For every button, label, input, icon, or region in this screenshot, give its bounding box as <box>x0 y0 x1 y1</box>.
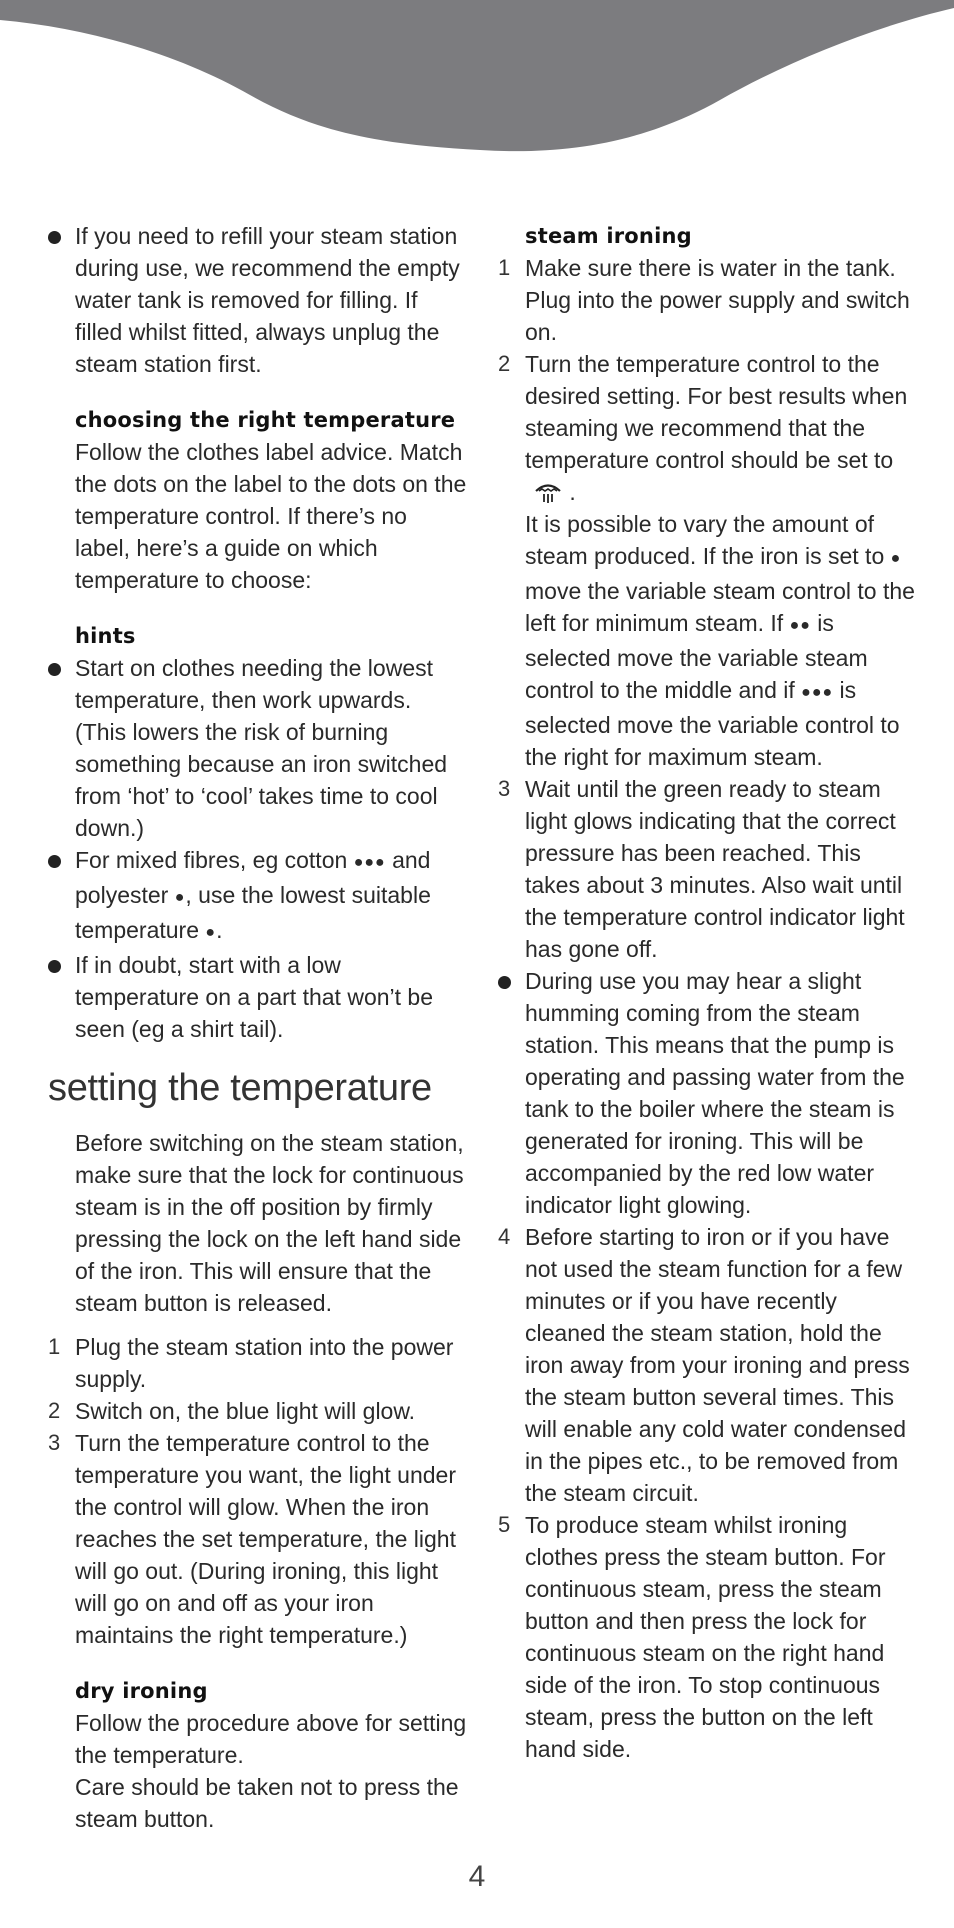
bullet-dot-icon <box>48 663 61 676</box>
step-text: Turn the temperature control to the temperature you want, the light under the control will glow. When the iron reaches the set temperature, the light will go out. (During ironing, this light will go on and off as your iron maintains the right temperature.) <box>75 1430 457 1648</box>
bullet-text: During use you may hear a slight humming coming from the steam station. This means that the pump is operating and passing water from the tank to the boiler where the steam is generated for ironing. This will be accompanied by the red low water indicator light glowing. <box>525 968 905 1218</box>
bullet-dot-icon <box>48 855 61 868</box>
temperature-dots: ● <box>205 924 217 941</box>
step-text: Switch on, the blue light will glow. <box>75 1398 416 1424</box>
hints-heading: hints <box>75 624 136 648</box>
dry-text: Follow the procedure above for setting the temperature. <box>75 1710 467 1768</box>
step-paragraph <box>525 508 918 773</box>
temperature-dots: ● <box>174 889 186 906</box>
hint-item <box>48 844 468 949</box>
step-text: Wait until the green ready to steam light glows indicating that the correct pressure has been reached. This takes about 3 minutes. Also wait until the temperature control indicator light has gone off. <box>525 776 905 962</box>
steam-symbol-icon <box>533 479 563 505</box>
bullet-dot-icon <box>48 960 61 973</box>
step-text-part: is selected move the variable steam control to the middle and if <box>525 610 868 703</box>
step-text: Before starting to iron or if you have not used the steam function for a few minutes or if you have recently cleaned the steam station, hold the iron away from your ironing and press the steam button several times. This will enable any cold water condensed in the pipes etc., to be removed from the steam circuit. <box>525 1224 910 1506</box>
step-text: Turn the temperature control to the desired setting. For best results when steaming we recommend that the temperature control should be set to <box>525 351 908 473</box>
step-number: 2 <box>498 351 511 376</box>
hint-text: If in doubt, start with a low temperature on a part that won’t be seen (eg a shirt tail). <box>75 952 433 1042</box>
choosing-heading: choosing the right temperature <box>75 408 456 432</box>
step-text-part: is selected move the variable control to the right for maximum steam. <box>525 677 900 770</box>
dry-heading: dry ironing <box>75 1679 208 1703</box>
bullet-dot-icon <box>48 231 61 244</box>
choosing-text: Follow the clothes label advice. Match the dots on the label to the dots on the temperature control. If there’s no label, here’s a guide on which temperature to choose: <box>75 439 467 593</box>
step-item <box>498 252 918 348</box>
dry-text: Care should be taken not to press the steam button. <box>75 1774 459 1832</box>
step-item <box>498 1221 918 1509</box>
step-item <box>48 1395 468 1427</box>
section-title: setting the temperature <box>48 1067 432 1109</box>
step-number: 3 <box>48 1430 61 1455</box>
step-number: 3 <box>498 776 511 801</box>
hint-item <box>48 652 468 844</box>
step-text-part: It is possible to vary the amount of steam produced. If the iron is set to <box>525 511 891 569</box>
step-item <box>48 1331 468 1395</box>
hint-text-part: and polyester <box>75 847 431 908</box>
left-column <box>48 220 468 1835</box>
hint-text-part: For mixed fibres, eg cotton <box>75 847 354 873</box>
bullet-dot-icon <box>498 976 511 989</box>
hint-text-part: . <box>216 917 223 943</box>
step-text: To produce steam whilst ironing clothes press the steam button. For continuous steam, press the steam button and then press the lock for continuous steam on the right hand side of the iron. To stop continuous steam, press the button on the left hand side. <box>525 1512 886 1762</box>
temperature-dots: ●●● <box>801 684 834 701</box>
temperature-dots: ●●● <box>353 854 386 871</box>
step-item <box>498 348 918 773</box>
page-number: 4 <box>468 1860 486 1893</box>
hint-text: Start on clothes needing the lowest temperature, then work upwards. (This lowers the risk of burning something because an iron switched from ‘hot’ to ‘cool’ takes time to cool down.) <box>75 655 448 841</box>
temperature-dots: ●● <box>789 617 811 634</box>
step-number: 4 <box>498 1224 511 1249</box>
step-number: 1 <box>498 255 511 280</box>
refill-text: If you need to refill your steam station during use, we recommend the empty water tank is removed for filling. If filled whilst fitted, always unplug the steam station first. <box>75 223 460 377</box>
step-item <box>498 773 918 965</box>
step-text: Make sure there is water in the tank. Plug into the power supply and switch on. <box>525 255 910 345</box>
step-text-part: move the variable steam control to the left for minimum steam. If <box>525 578 915 636</box>
step-number: 2 <box>48 1398 61 1423</box>
hint-item <box>48 949 468 1045</box>
step-number: 1 <box>48 1334 61 1359</box>
refill-bullet <box>48 220 468 380</box>
hint-text-part: , use the lowest suitable temperature <box>75 882 431 943</box>
steam-heading: steam ironing <box>525 224 692 248</box>
step-text-end: . <box>563 479 576 505</box>
temperature-dots: ● <box>890 550 902 567</box>
header-banner <box>0 0 954 160</box>
step-item <box>498 1509 918 1765</box>
right-column <box>498 220 918 1765</box>
step-number: 5 <box>498 1512 511 1537</box>
bullet-item <box>498 965 918 1221</box>
setting-intro: Before switching on the steam station, make sure that the lock for continuous steam is in the off position by firmly pressing the lock on the left hand side of the iron. This will ensure that the steam button is released. <box>75 1130 464 1316</box>
step-text: Plug the steam station into the power supply. <box>75 1334 454 1392</box>
step-item <box>48 1427 468 1651</box>
